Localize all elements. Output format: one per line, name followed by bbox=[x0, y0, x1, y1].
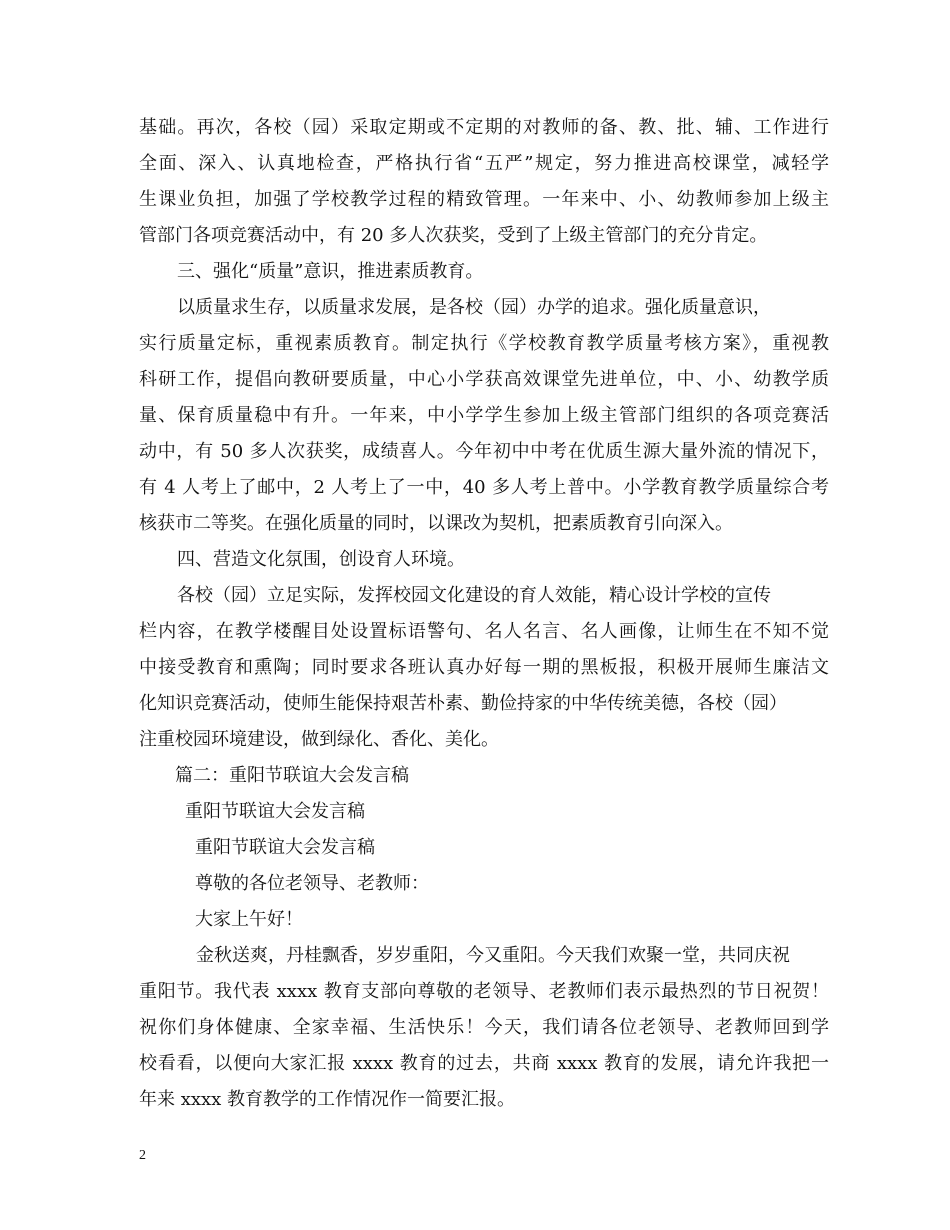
page-number: 2 bbox=[139, 1148, 146, 1163]
text-line: 有 4 人考上了邮中，2 人考上了一中，40 多人考上普中。小学教育教学质量综合考 bbox=[139, 477, 829, 498]
text-line: 以质量求生存，以质量求发展，是各校（园）办学的追求。强化质量意识， bbox=[177, 297, 771, 318]
text-line: 实行质量定标，重视素质教育。制定执行《学校教育教学质量考核方案》，重视教 bbox=[139, 333, 829, 354]
text-line: 化知识竞赛活动，使师生能保持艰苦朴素、勤俭持家的中华传统美德，各校（园） bbox=[139, 693, 787, 714]
paragraph-culture bbox=[139, 578, 829, 758]
greeting: 大家上午好！ bbox=[195, 909, 303, 930]
section-heading-quality: 三、强化“质量”意识，推进素质教育。 bbox=[177, 261, 484, 282]
text-line: 各校（园）立足实际，发挥校园文化建设的育人效能，精心设计学校的宣传 bbox=[177, 585, 771, 606]
speech-title: 重阳节联谊大会发言稿 bbox=[185, 801, 365, 822]
speech-subtitle: 重阳节联谊大会发言稿 bbox=[195, 837, 375, 858]
text-line: 注重校园环境建设，做到绿化、香化、美化。 bbox=[139, 729, 499, 750]
text-line: 基础。再次，各校（园）采取定期或不定期的对教师的备、教、批、辅、工作进行 bbox=[139, 117, 829, 138]
text-line: 量、保育质量稳中有升。一年来，中小学学生参加上级主管部门组织的各项竞赛活 bbox=[139, 405, 829, 426]
text-line: 中接受教育和熏陶；同时要求各班认真办好每一期的黑板报，积极开展师生廉洁文 bbox=[139, 657, 829, 678]
paragraph-quality bbox=[139, 290, 829, 542]
text-line: 年来 xxxx 教育教学的工作情况作一简要汇报。 bbox=[139, 1089, 516, 1110]
text-line: 金秋送爽，丹桂飘香，岁岁重阳，今又重阳。今天我们欢聚一堂，共同庆祝 bbox=[196, 945, 790, 966]
text-line: 栏内容，在教学楼醒目处设置标语警句、名人名言、名人画像，让师生在不知不觉 bbox=[139, 621, 829, 642]
text-line: 校看看，以便向大家汇报 xxxx 教育的过去，共商 xxxx 教育的发展，请允许我把一 bbox=[139, 1053, 829, 1074]
text-line: 全面、深入、认真地检查，严格执行省“五严”规定，努力推进高校课堂，减轻学 bbox=[139, 153, 829, 174]
section-heading-culture: 四、营造文化氛围，创设育人环境。 bbox=[177, 549, 465, 570]
text-line: 核获市二等奖。在强化质量的同时，以课改为契机，把素质教育引向深入。 bbox=[139, 513, 733, 534]
text-line: 祝你们身体健康、全家幸福、生活快乐！今天，我们请各位老领导、老教师回到学 bbox=[139, 1017, 829, 1038]
text-line: 动中，有 50 多人次获奖，成绩喜人。今年初中中考在优质生源大量外流的情况下， bbox=[139, 441, 829, 462]
text-line: 管部门各项竞赛活动中，有 20 多人次获奖，受到了上级主管部门的充分肯定。 bbox=[139, 225, 768, 246]
text-line: 重阳节。我代表 xxxx 教育支部向尊敬的老领导、老教师们表示最热烈的节日祝贺！ bbox=[139, 981, 829, 1002]
salutation: 尊敬的各位老领导、老教师： bbox=[195, 873, 429, 894]
paragraph-teaching-management bbox=[139, 110, 829, 254]
paragraph-speech-opening bbox=[139, 938, 829, 1118]
part-two-title: 篇二：重阳节联谊大会发言稿 bbox=[175, 765, 409, 786]
text-line: 科研工作，提倡向教研要质量，中心小学获高效课堂先进单位，中、小、幼教学质 bbox=[139, 369, 829, 390]
text-line: 生课业负担，加强了学校教学过程的精致管理。一年来中、小、幼教师参加上级主 bbox=[139, 189, 829, 210]
